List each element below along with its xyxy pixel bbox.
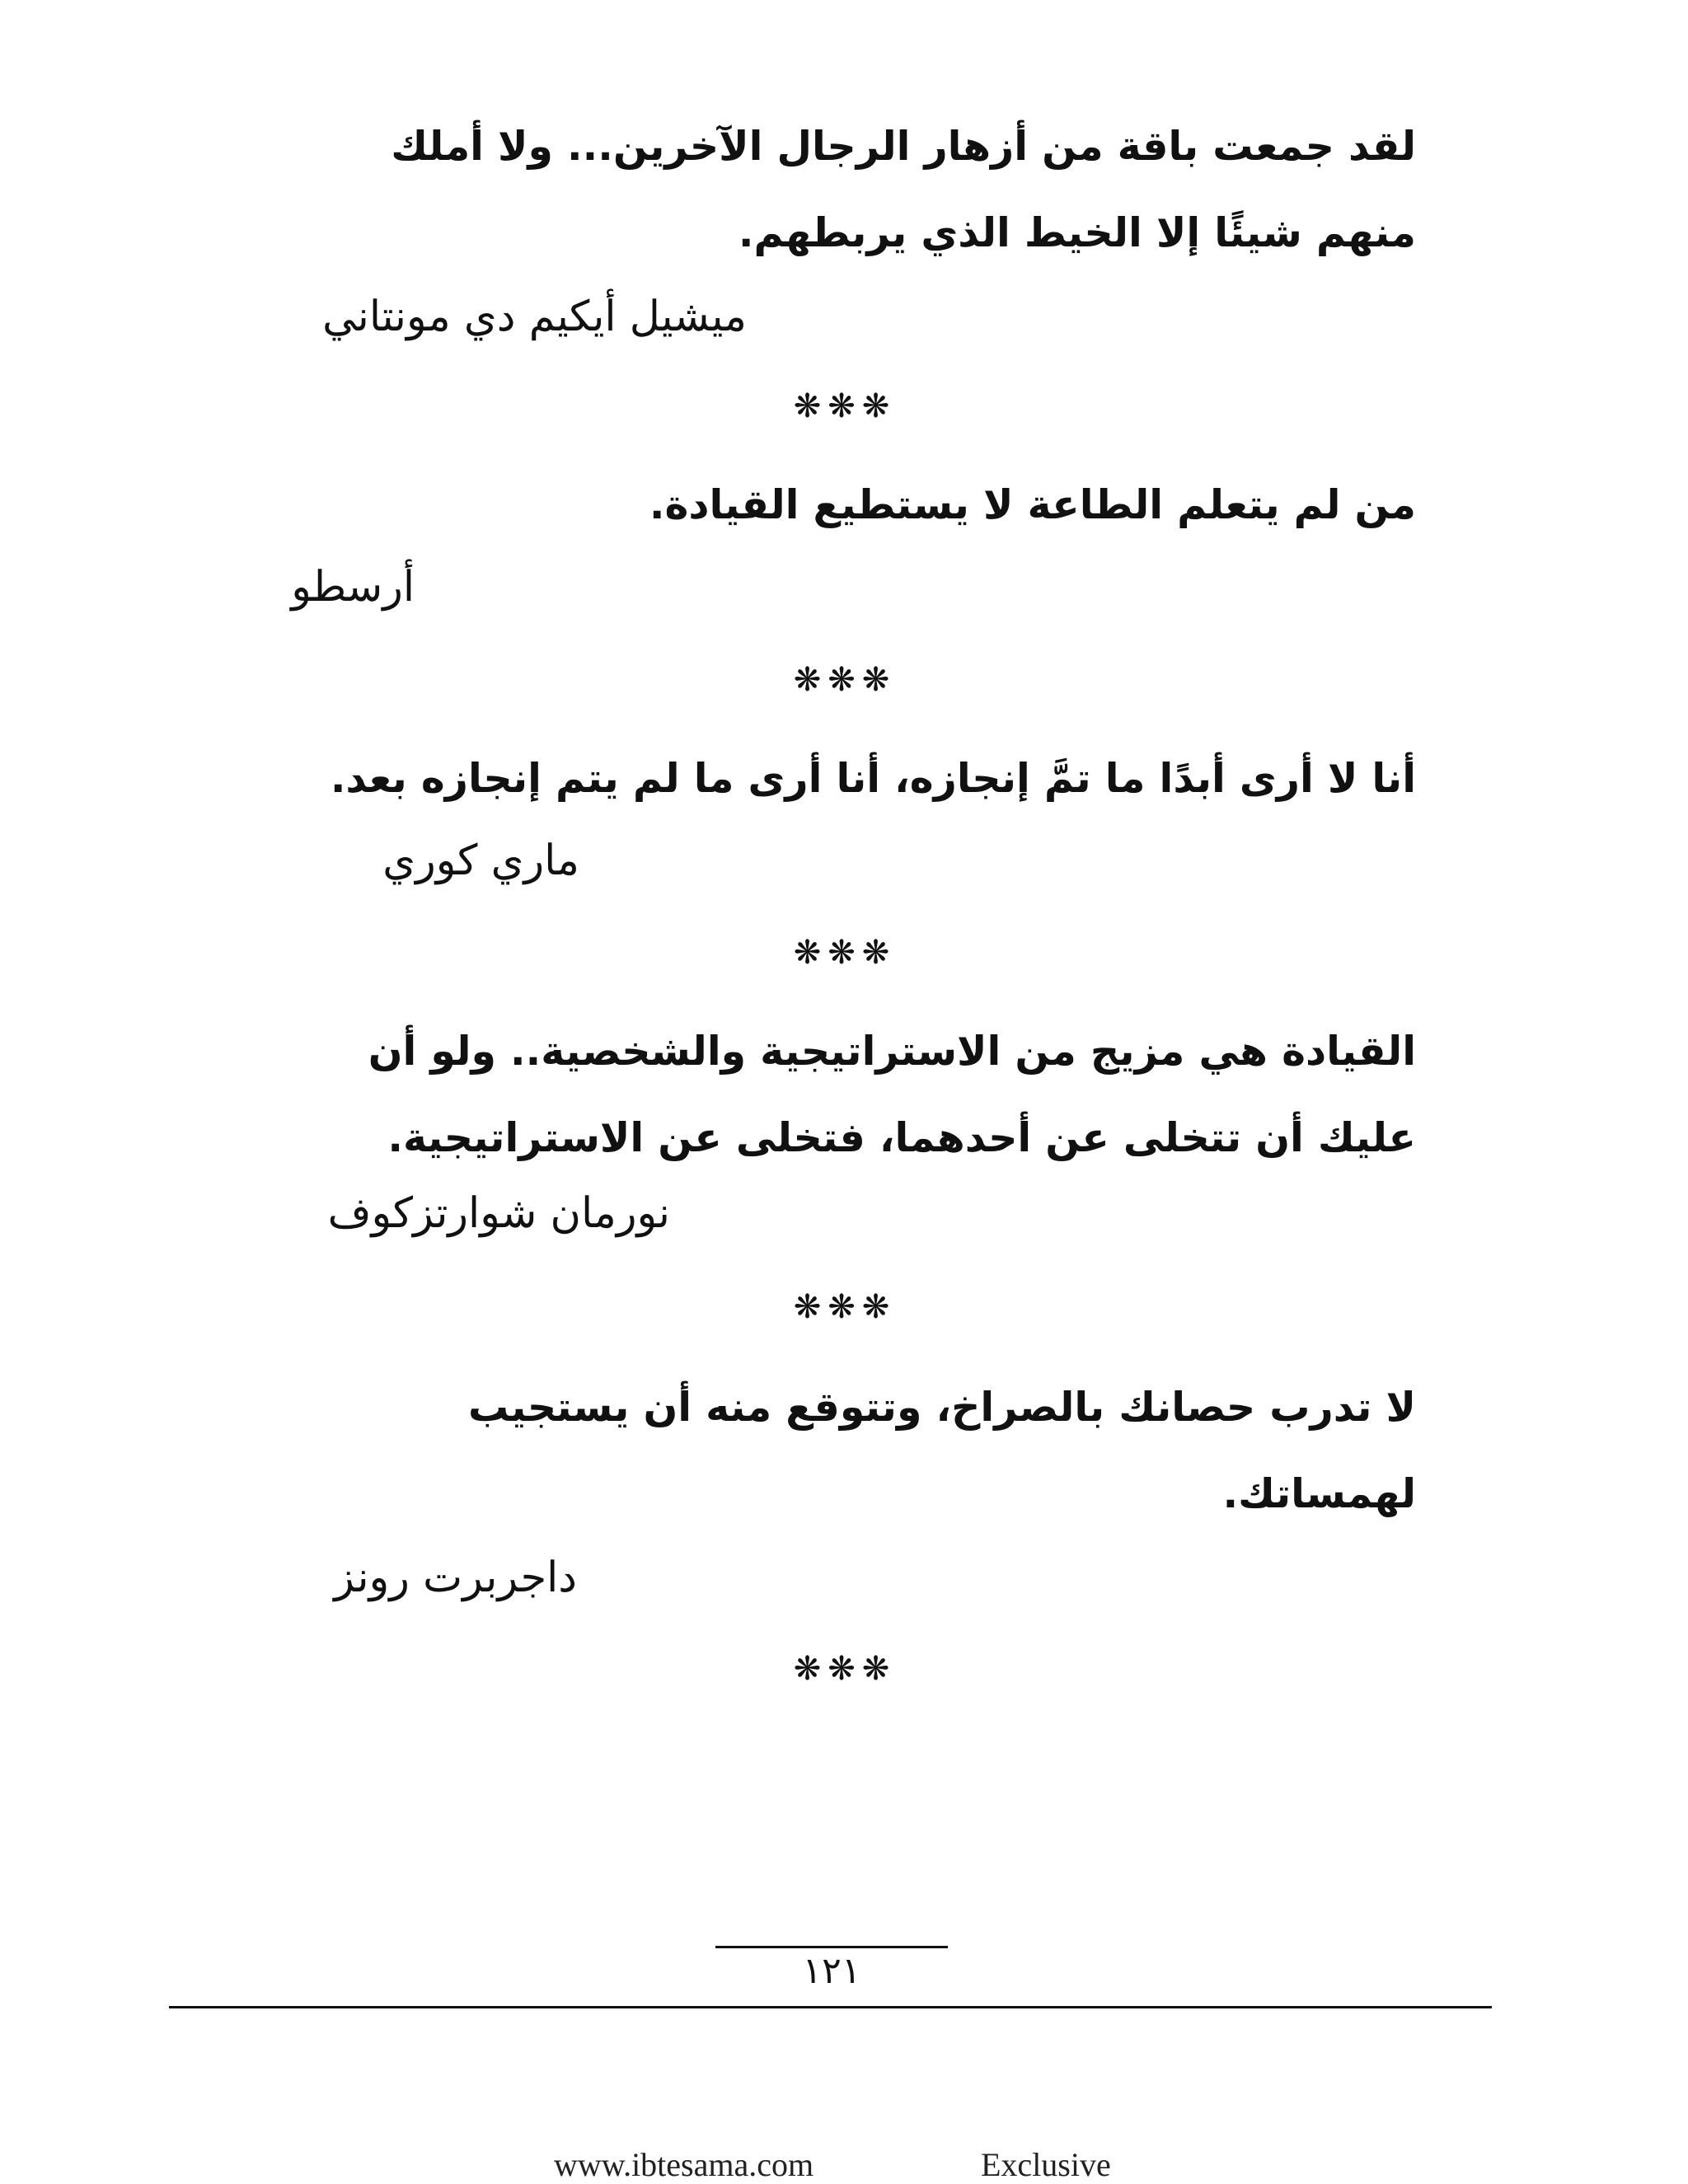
quote-author: نورمان شوارتزكوف [327, 1189, 670, 1238]
section-separator: ❋❋❋ [793, 1288, 897, 1326]
quote-line: عليك أن تتخلى عن أحدهما، فتخلى عن الاستراتيجية. [387, 1114, 1416, 1161]
quote-line: من لم يتعلم الطاعة لا يستطيع القيادة. [649, 481, 1416, 528]
quote-line: لهمساتك. [1222, 1470, 1416, 1517]
quote-line: منهم شيئًا إلا الخيط الذي يربطهم. [738, 209, 1416, 256]
quote-text [81, 1364, 1416, 1537]
footer-tag: Exclusive [981, 2146, 1111, 2183]
section-separator: ❋❋❋ [793, 1650, 897, 1688]
quote-text [81, 1008, 1416, 1181]
quote-author: أرسطو [291, 563, 415, 612]
section-separator: ❋❋❋ [793, 387, 897, 425]
section-separator: ❋❋❋ [793, 934, 897, 972]
quote-line: لا تدرب حصانك بالصراخ، وتتوقع منه أن يستجيب [467, 1384, 1416, 1431]
quote-author: ماري كوري [382, 837, 579, 885]
quote-text [81, 462, 1416, 548]
quote-author: ميشيل أيكيم دي مونتاني [322, 293, 747, 341]
quote-text [81, 103, 1416, 276]
quote-author: داجربرت رونز [334, 1554, 577, 1602]
section-separator: ❋❋❋ [793, 661, 897, 699]
quote-text [81, 735, 1416, 822]
page-number: ١٢١ [802, 1950, 861, 1992]
quote-line: أنا لا أرى أبدًا ما تمَّ إنجازه، أنا أرى ما لم يتم إنجازه بعد. [330, 755, 1416, 802]
footer-rule [169, 2006, 1492, 2008]
quote-line: لقد جمعت باقة من أزهار الرجال الآخرين... ولا أملك [391, 123, 1416, 170]
quote-line: القيادة هي مزيج من الاستراتيجية والشخصية.. ولو أن [368, 1028, 1416, 1075]
footer-site-url: www.ibtesama.com [554, 2146, 814, 2183]
